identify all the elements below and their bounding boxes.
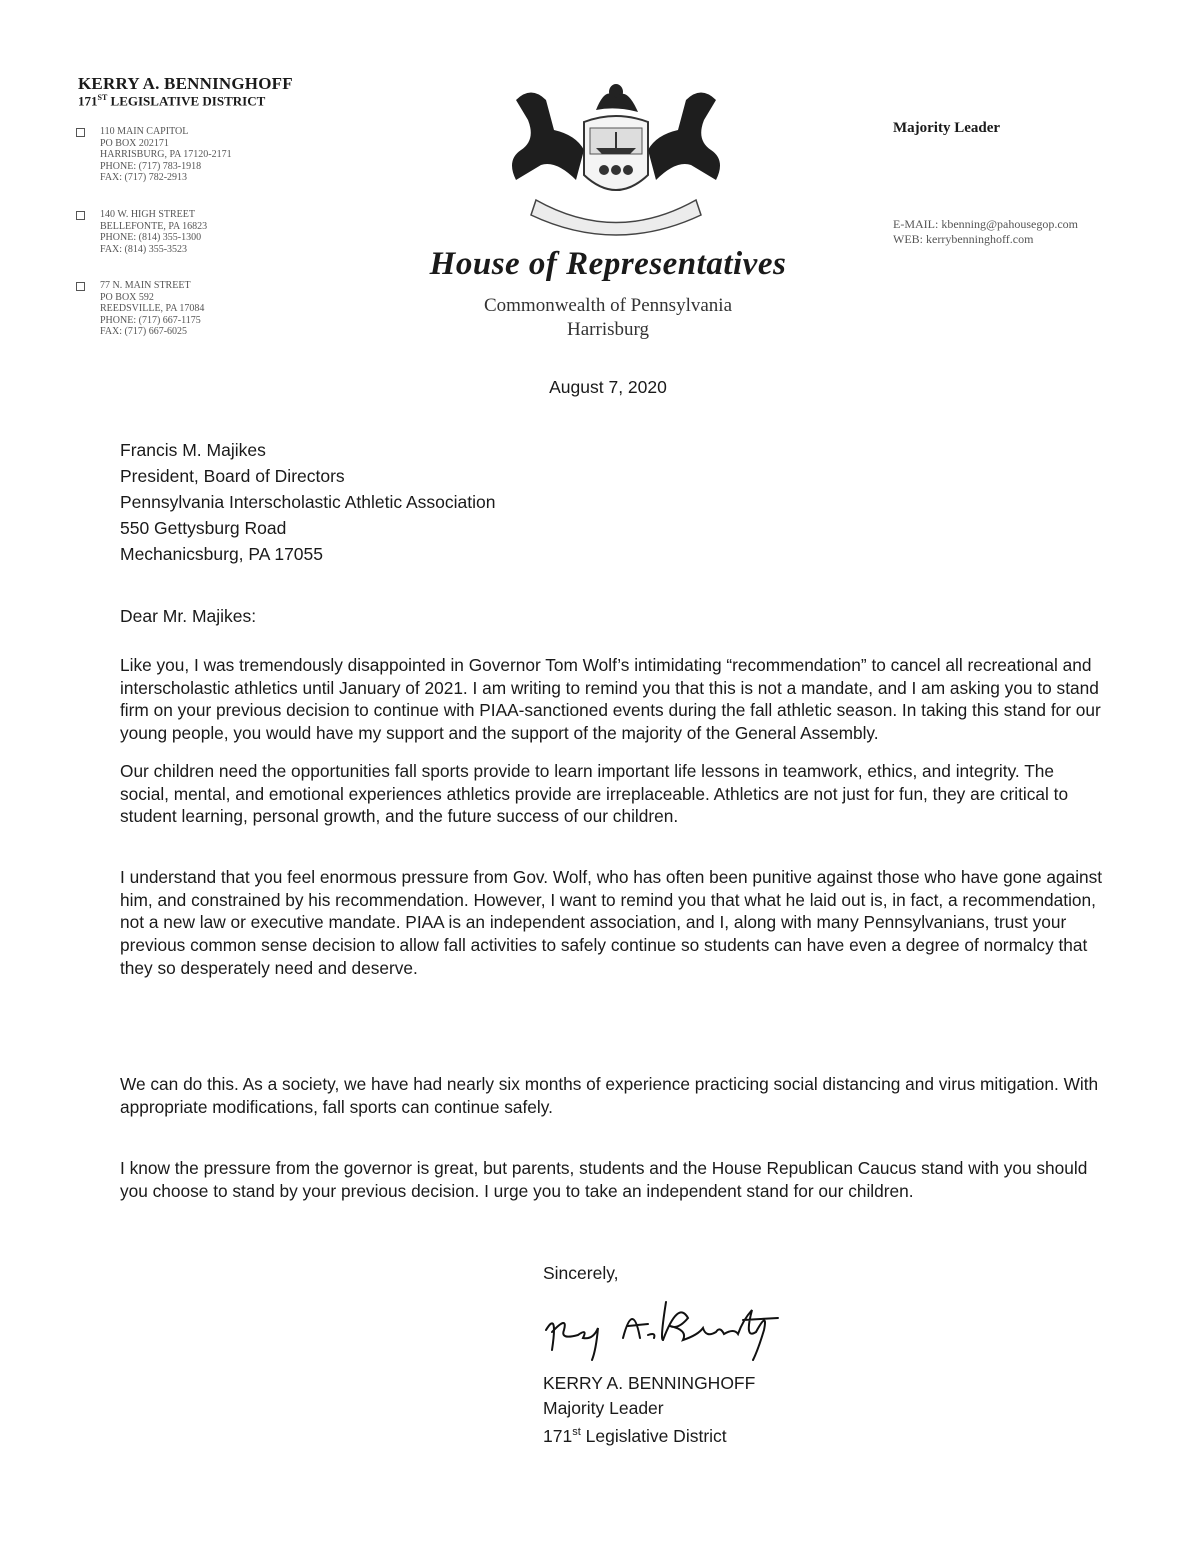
district-number: 171 xyxy=(78,93,98,109)
recipient-line: Francis M. Majikes xyxy=(120,440,266,460)
recipient-line: 550 Gettysburg Road xyxy=(120,518,287,538)
signer-title: Majority Leader xyxy=(543,1397,664,1418)
closing: Sincerely, xyxy=(543,1263,619,1283)
pennsylvania-coat-of-arms-seal xyxy=(496,70,736,245)
office-line: BELLEFONTE, PA 16823 xyxy=(100,220,208,232)
checkbox-icon xyxy=(76,282,85,291)
eagle-icon xyxy=(596,84,638,112)
office-address-bellefonte xyxy=(76,209,207,255)
recipient-line: President, Board of Directors xyxy=(120,466,345,486)
handwritten-signature xyxy=(538,1290,788,1365)
body-paragraph: I know the pressure from the governor is great, but parents, students and the House Republican Caucus stand with you should you choose to stand by your previous decision. I urge you to take an independent stand for our children. xyxy=(120,1158,1088,1201)
office-line: REEDSVILLE, PA 17084 xyxy=(100,303,205,314)
district-suffix: ST xyxy=(97,93,108,102)
legislative-district xyxy=(78,93,265,109)
body-paragraph: I understand that you feel enormous pressure from Gov. Wolf, who has often been punitive against those who have gone against him, and constrained by his recommendation. However, I want to remind you that what he laid out is, in fact, a recommendation, not a new law or executive mandate. PIAA is an independent association, and I, along with many Pennsylvanians, trust your previous common sense decision to allow fall activities to safely continue so students can have even a degree of normalcy that they so desperately need and deserve. xyxy=(120,867,1103,978)
office-line: 140 W. HIGH STREET xyxy=(100,209,195,220)
office-line: 110 MAIN CAPITOL xyxy=(100,126,189,137)
signer-district-label: Legislative District xyxy=(580,1425,727,1446)
office-line: PO BOX 202171 xyxy=(100,137,169,149)
office-line: PHONE: (717) 667-1175 xyxy=(100,314,201,326)
district-label: LEGISLATIVE DISTRICT xyxy=(107,93,266,109)
horse-left-icon xyxy=(512,93,584,181)
office-line: PO BOX 592 xyxy=(100,291,154,303)
signer-district-number: 171 xyxy=(543,1425,573,1446)
office-line: FAX: (814) 355-3523 xyxy=(100,243,188,255)
house-of-representatives-title: House of Representatives xyxy=(429,246,787,282)
checkbox-icon xyxy=(76,211,85,220)
office-address-capitol xyxy=(76,126,232,184)
city-name: Harrisburg xyxy=(567,319,649,340)
representative-name: KERRY A. BENNINGHOFF xyxy=(78,74,293,93)
body-paragraph: Like you, I was tremendously disappointed in Governor Tom Wolf’s intimidating “recommendation” to cancel all recreational and interscholastic athletics until January of 2021. I am writing to remind you that this is not a mandate, and I am asking you to stand firm on your previous decision to continue with PIAA-sanctioned events during the fall athletic season. In taking this stand for our young people, you would have my support and the support of the majority of the General Assembly. xyxy=(120,655,1101,744)
contact-info xyxy=(893,217,1078,247)
body-paragraph: Our children need the opportunities fall sports provide to learn important life lessons in teamwork, ethics, and integrity. The social, mental, and emotional experiences athletics provide are irreplaceable. Athletics are not just for fun, they are critical to student learning, personal growth, and the future success of our children. xyxy=(120,761,1069,827)
office-line: 77 N. MAIN STREET xyxy=(100,280,191,291)
shield-icon xyxy=(584,116,648,190)
office-line: FAX: (717) 782-2913 xyxy=(100,172,188,183)
signer-name: KERRY A. BENNINGHOFF xyxy=(543,1373,756,1393)
signer-district-suffix: st xyxy=(572,1426,581,1438)
office-address-reedsville xyxy=(76,280,204,338)
checkbox-icon xyxy=(76,128,85,137)
letter-date: August 7, 2020 xyxy=(549,377,667,397)
recipient-address xyxy=(120,437,495,567)
office-line: PHONE: (814) 355-1300 xyxy=(100,232,202,243)
office-line: HARRISBURG, PA 17120-2171 xyxy=(100,149,232,160)
signature-block xyxy=(543,1371,755,1448)
recipient-line: Pennsylvania Interscholastic Athletic Association xyxy=(120,492,496,512)
horse-right-icon xyxy=(648,93,720,181)
leadership-title: Majority Leader xyxy=(893,120,1001,136)
signer-district xyxy=(543,1420,755,1448)
office-line: FAX: (717) 667-6025 xyxy=(100,326,188,337)
office-line: PHONE: (717) 783-1918 xyxy=(100,160,202,172)
recipient-line: Mechanicsburg, PA 17055 xyxy=(120,544,324,564)
motto-ribbon xyxy=(531,200,701,235)
salutation: Dear Mr. Majikes: xyxy=(120,606,257,626)
website: WEB: kerrybenninghoff.com xyxy=(893,232,1034,246)
commonwealth-name: Commonwealth of Pennsylvania xyxy=(483,295,733,316)
email: E-MAIL: kbenning@pahousegop.com xyxy=(893,217,1079,231)
body-paragraph: We can do this. As a society, we have had nearly six months of experience practicing social distancing and virus mitigation. With appropriate modifications, fall sports can continue safely. xyxy=(120,1074,1099,1117)
